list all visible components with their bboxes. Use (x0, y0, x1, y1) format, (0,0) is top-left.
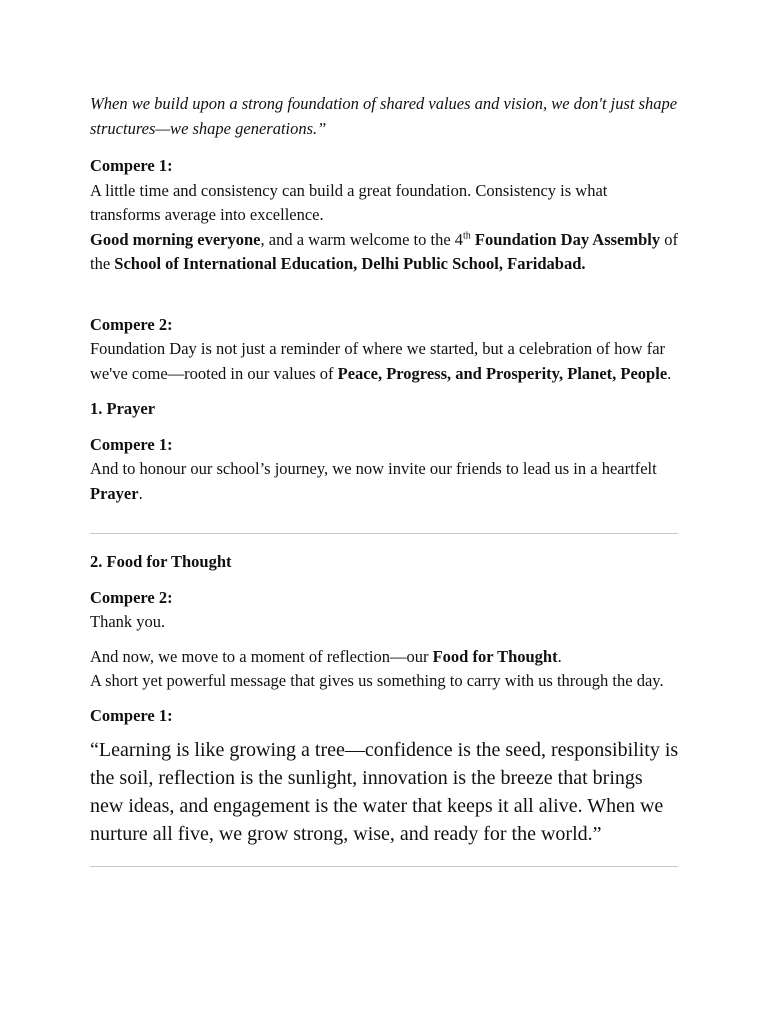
prayer-heading: 1. Prayer (90, 399, 156, 418)
prayer-paragraph (90, 457, 680, 506)
reflection-text: And now, we move to a moment of reflection—our (90, 646, 433, 666)
compere-1-label: Compere 1: (90, 434, 173, 454)
welcome-paragraph (90, 228, 680, 277)
document-page (90, 92, 680, 867)
ordinal-suffix: th (463, 230, 471, 241)
section-divider (90, 866, 678, 867)
prayer-bold: Prayer (90, 483, 139, 503)
welcome-text-of: of the (90, 229, 679, 273)
intro-consistency-text: A little time and consistency can build a great foundation. Consistency is what transforms average into excellence. (90, 180, 608, 224)
event-name: Foundation Day Assembly (470, 229, 661, 249)
compere-2-label: Compere 2: (90, 587, 173, 607)
thought-quote: “Learning is like growing a tree—confidence is the seed, responsibility is the soil, reflection is the sunlight, innovation is the breeze that brings new ideas, and engagement is the water that keeps it all alive. When we nurture all five, we grow strong, wise, and ready for the world.” (90, 739, 679, 845)
reflection-paragraph (90, 645, 680, 670)
opening-quote: When we build upon a strong foundation of shared values and vision, we don't just shape structures—we shape generations.” (90, 94, 678, 138)
food-for-thought-bold: Food for Thought (432, 646, 558, 666)
short-message-text: A short yet powerful message that gives us something to carry with us through the day. (90, 671, 664, 690)
school-values: Peace, Progress, and Prosperity, Planet, People (337, 363, 668, 383)
prayer-text: And to honour our school’s journey, we now invite our friends to lead us in a heartfelt (90, 459, 657, 478)
compere-1-label: Compere 1: (90, 156, 173, 175)
compere-2-label: Compere 2: (90, 314, 173, 334)
period: . (667, 363, 672, 383)
thank-you-text: Thank you. (90, 612, 166, 631)
period: . (138, 483, 143, 503)
food-for-thought-heading: 2. Food for Thought (90, 552, 232, 571)
period: . (557, 646, 562, 666)
compere-1-label: Compere 1: (90, 705, 173, 725)
foundation-day-text: Foundation Day is not just a reminder of where we started, but a celebration of how far we've come—rooted in our values of (90, 339, 666, 383)
welcome-greeting: Good morning everyone (90, 229, 261, 249)
school-name: School of International Education, Delhi Public School, Faridabad. (114, 254, 586, 273)
welcome-text: , and a warm welcome to the 4 (260, 229, 464, 249)
foundation-day-paragraph (90, 337, 680, 386)
